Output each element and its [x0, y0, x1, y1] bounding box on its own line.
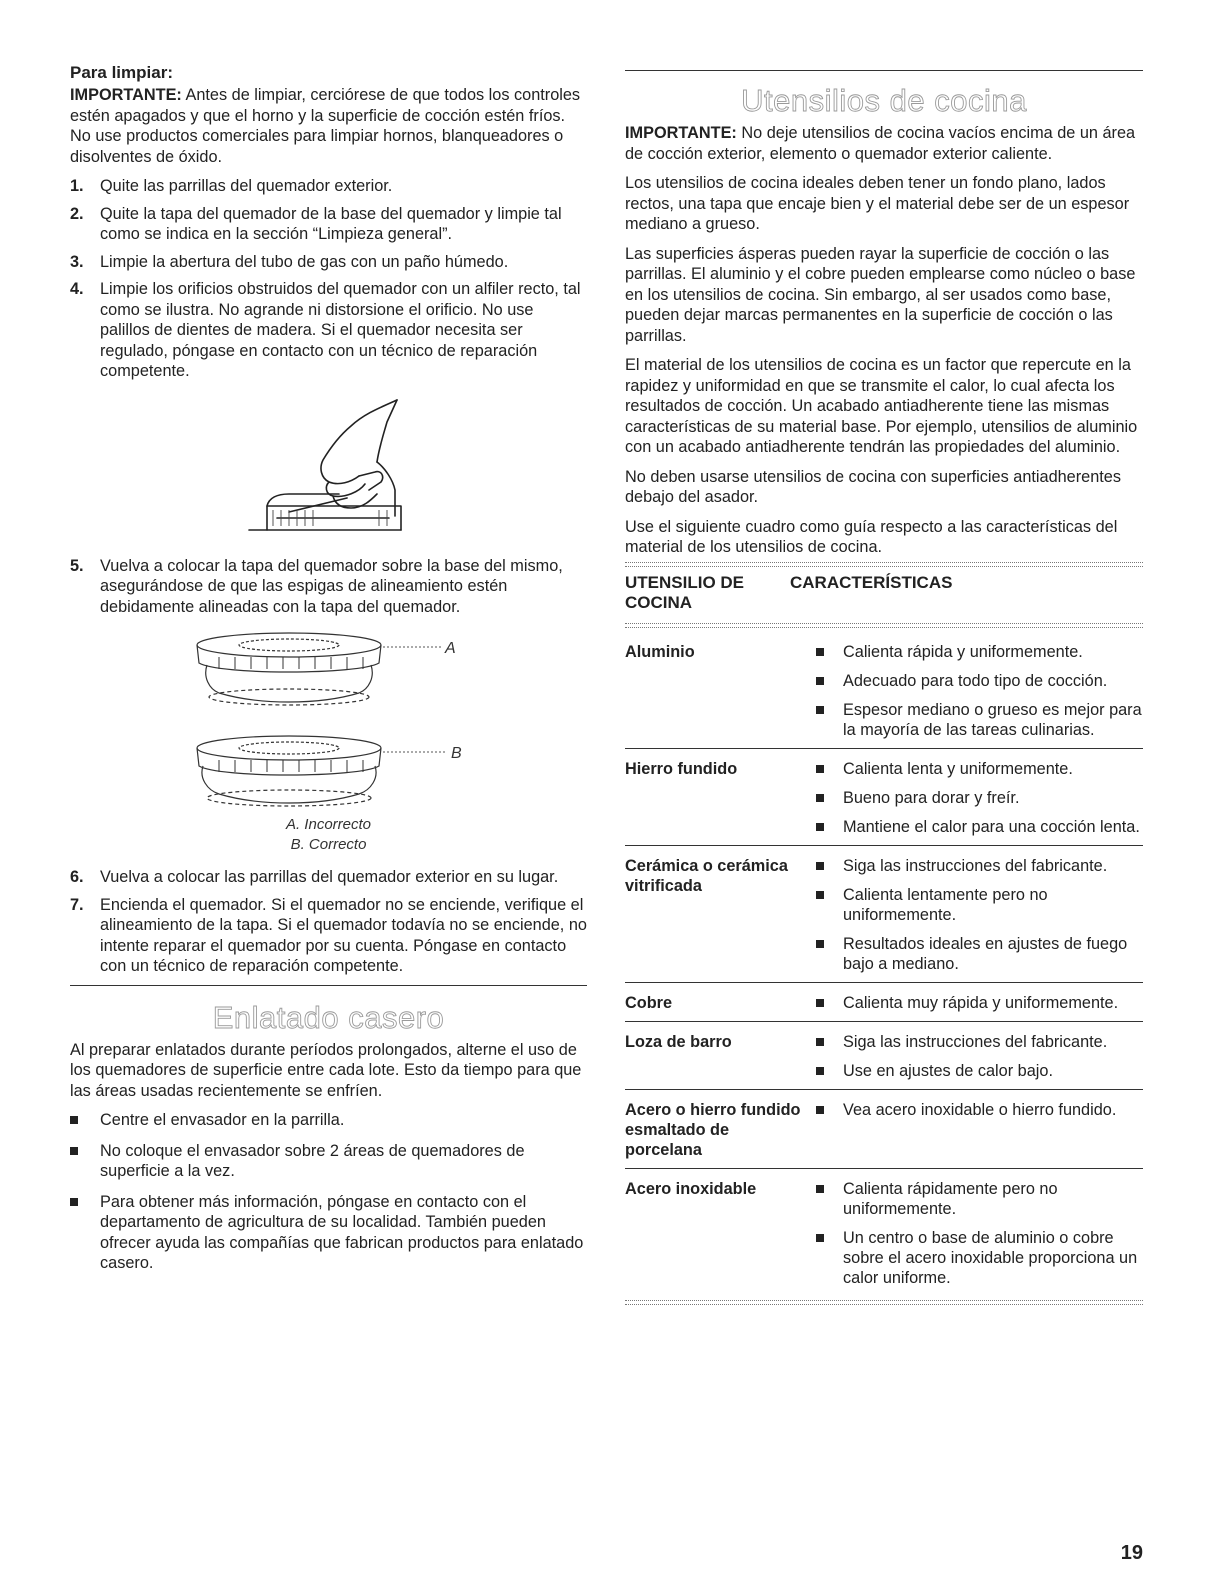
feature-text: Siga las instrucciones del fabricante. — [843, 1032, 1108, 1051]
table-bottom-border — [625, 1300, 1143, 1305]
caption-b: B. Correcto — [290, 836, 367, 853]
cleaning-important — [70, 85, 587, 167]
cookware-paragraph: Use el siguiente cuadro como guía respecto a las características del material de los utensilios de cocina. — [625, 517, 1118, 556]
list-item-text: No coloque el envasador sobre 2 áreas de quemadores de superficie a la vez. — [100, 1141, 525, 1180]
list-item — [70, 1110, 587, 1131]
bullet-icon — [816, 1234, 824, 1242]
canning-section-title: Enlatado casero — [212, 999, 445, 1035]
canning-bullets — [70, 1110, 587, 1274]
feature-item — [811, 1228, 1143, 1288]
step-item — [70, 176, 587, 197]
step-text: Limpie la abertura del tubo de gas con un paño húmedo. — [100, 252, 509, 271]
cleaning-steps-final — [70, 867, 587, 977]
material-name: Cerámica o cerámica vitrificada — [625, 845, 811, 982]
bullet-icon — [816, 1185, 824, 1193]
step-text: Vuelva a colocar las parrillas del quemador exterior en su lugar. — [100, 868, 559, 886]
table-row — [625, 982, 1143, 1021]
important-text: No deje utensilios de cocina vacíos encima de un área de cocción exterior, elemento o quemador exterior caliente. — [625, 124, 1136, 163]
cookware-table — [625, 571, 1143, 619]
feature-text: Un centro o base de aluminio o cobre sobre el acero inoxidable proporciona un calor uniforme. — [843, 1228, 1138, 1287]
step-item — [70, 204, 587, 245]
step-number: 4. — [70, 280, 84, 298]
bullet-icon — [816, 706, 824, 714]
material-name: Acero inoxidable — [625, 1168, 811, 1296]
bullet-icon — [70, 1147, 78, 1155]
feature-item — [811, 856, 1143, 876]
bullet-icon — [70, 1116, 78, 1124]
material-features — [811, 1168, 1143, 1296]
feature-item — [811, 1032, 1143, 1052]
feature-text: Resultados ideales en ajustes de fuego bajo a mediano. — [843, 934, 1128, 973]
feature-text: Vea acero inoxidable o hierro fundido. — [843, 1100, 1117, 1119]
bullet-icon — [816, 794, 824, 802]
cleaning-steps — [70, 176, 587, 382]
cookware-table-body — [625, 632, 1143, 1296]
feature-item — [811, 700, 1143, 740]
feature-text: Espesor mediano o grueso es mejor para la mayoría de las tareas culinarias. — [843, 700, 1142, 739]
material-name: Cobre — [625, 982, 811, 1021]
burner-cleaning-illustration — [229, 390, 429, 540]
feature-item — [811, 1100, 1143, 1120]
cookware-paragraph: Las superficies ásperas pueden rayar la superficie de cocción o las parrillas. El aluminio y el cobre pueden emplearse como núcleo o base en los utensilios de cocina. Sin embargo, al ser usados como base, pueden dejar marcas permanentes en la superficie de cocción o las parrillas. — [625, 244, 1136, 345]
table-row — [625, 845, 1143, 982]
header-characteristics: CARACTERÍSTICAS — [790, 572, 953, 592]
feature-text: Siga las instrucciones del fabricante. — [843, 856, 1108, 875]
important-label: IMPORTANTE: — [70, 86, 182, 104]
list-item — [70, 1192, 587, 1274]
step-text: Encienda el quemador. Si el quemador no se enciende, verifique el alineamiento de la tapa. Si el quemador todavía no se enciende, no intente reparar el quemador por su cuenta. Póngase en contacto con un técnico de reparación competente. — [100, 895, 587, 975]
step-number: 7. — [70, 895, 84, 914]
table-row — [625, 632, 1143, 749]
table-top-border — [625, 562, 1143, 567]
section-divider — [70, 985, 587, 986]
bullet-icon — [70, 1198, 78, 1206]
bullet-icon — [816, 999, 824, 1007]
cookware-section-title: Utensilios de cocina — [741, 83, 1027, 118]
feature-text: Calienta muy rápida y uniformemente. — [843, 993, 1119, 1012]
important-label: IMPORTANTE: — [625, 124, 737, 142]
feature-item — [811, 934, 1143, 974]
material-name: Aluminio — [625, 642, 695, 661]
list-item-text: Para obtener más información, póngase en contacto con el departamento de agricultura de su localidad. También pueden ofrecer ayuda las compañías que fabrican productos para enlatado casero. — [100, 1192, 584, 1272]
important-text: Antes de limpiar, cerciórese de que todos los controles estén apagados y que el horno y la superficie de cocción estén fríos. No use productos comerciales para limpiar hornos, blanqueadores o disolventes de óxido. — [70, 86, 581, 166]
header-utensil: UTENSILIO DE COCINA — [625, 572, 745, 612]
bullet-icon — [816, 940, 824, 948]
bullet-icon — [816, 1038, 824, 1046]
burner-cap-correct-drawing — [179, 730, 479, 815]
feature-item — [811, 993, 1143, 1013]
step-text: Quite las parrillas del quemador exterior. — [100, 177, 393, 195]
cookware-paragraph: No deben usarse utensilios de cocina con superficies antiadherentes debajo del asador. — [625, 467, 1121, 506]
step-text: Limpie los orificios obstruidos del quemador con un alfiler recto, tal como se ilustra. No agrande ni distorsione el orificio. No use palillos de dientes de madera. Si el quemador necesita ser regulado, póngase en contacto con un técnico de reparación competente. — [100, 280, 581, 380]
step-text: Quite la tapa del quemador de la base del quemador y limpie tal como se indica en la sección “Limpieza general”. — [100, 204, 562, 243]
material-features — [811, 1021, 1143, 1089]
feature-item — [811, 642, 1143, 662]
cleaning-steps-continued — [70, 556, 587, 618]
table-row — [625, 1089, 1143, 1168]
feature-text: Use en ajustes de calor bajo. — [843, 1061, 1053, 1080]
material-name: Hierro fundido — [625, 748, 811, 845]
bullet-icon — [816, 862, 824, 870]
table-row — [625, 748, 1143, 845]
cookware-paragraph: El material de los utensilios de cocina es un factor que repercute en la rapidez y uniformidad en que se transmite el calor, lo cual afecta los resultados de cocción. Un acabado antiadherente tiene las mismas características de su material base. Por ejemplo, utensilios de aluminio con un acabado antiadherente tendrán las propiedades del aluminio. — [625, 356, 1138, 456]
figure-caption — [70, 815, 587, 855]
caption-a: A. Incorrecto — [285, 816, 372, 833]
table-row — [625, 1021, 1143, 1089]
material-name: Loza de barro — [625, 1021, 811, 1089]
cleaning-heading: Para limpiar: — [70, 63, 173, 82]
burner-cap-figure-a — [179, 627, 479, 712]
feature-item — [811, 885, 1143, 925]
table-header-row — [625, 571, 1143, 619]
step-item — [70, 556, 587, 618]
page-number: 19 — [1120, 1542, 1143, 1564]
step-number: 2. — [70, 204, 84, 223]
step-number: 6. — [70, 868, 84, 886]
burner-cap-incorrect-drawing — [179, 627, 479, 712]
cookware-important — [625, 123, 1143, 164]
table-row — [625, 1168, 1143, 1296]
feature-text: Calienta rápida y uniformemente. — [843, 642, 1083, 661]
canning-intro: Al preparar enlatados durante períodos prolongados, alterne el uso de los quemadores de superficie entre cada lote. Esto da tiempo para que las áreas usadas recientemente se enfríen. — [70, 1040, 582, 1100]
feature-text: Bueno para dorar y freír. — [843, 788, 1020, 807]
feature-item — [811, 759, 1143, 779]
material-features — [811, 845, 1143, 982]
step-item — [70, 867, 587, 888]
section-divider — [625, 70, 1143, 71]
material-features — [811, 1089, 1143, 1168]
bullet-icon — [816, 1067, 824, 1075]
figure-label-a: A — [444, 640, 456, 657]
step-number: 1. — [70, 177, 84, 195]
material-features — [811, 632, 1143, 749]
material-features — [811, 982, 1143, 1021]
material-name: Acero o hierro fundido esmaltado de porcelana — [625, 1089, 811, 1168]
bullet-icon — [816, 891, 824, 899]
step-item — [70, 895, 587, 977]
feature-item — [811, 788, 1143, 808]
step-number: 3. — [70, 252, 84, 271]
bullet-icon — [816, 677, 824, 685]
cookware-paragraph: Los utensilios de cocina ideales deben tener un fondo plano, lados rectos, una tapa que encaje bien y el material debe ser de un espesor mediano a grueso. — [625, 174, 1130, 233]
feature-item — [811, 1179, 1143, 1219]
step-item — [70, 279, 587, 382]
material-features — [811, 748, 1143, 845]
figure-label-b: B — [450, 745, 462, 762]
feature-text: Calienta rápidamente pero no uniformemente. — [843, 1179, 1058, 1218]
bullet-icon — [816, 823, 824, 831]
bullet-icon — [816, 1106, 824, 1114]
step-text: Vuelva a colocar la tapa del quemador sobre la base del mismo, asegurándose de que las espigas de alineamiento estén debidamente alineadas con la tapa del quemador. — [100, 556, 563, 616]
list-item-text: Centre el envasador en la parrilla. — [100, 1111, 345, 1129]
feature-item — [811, 817, 1143, 837]
feature-text: Calienta lentamente pero no uniformemente. — [843, 885, 1048, 924]
list-item — [70, 1141, 587, 1182]
bullet-icon — [816, 648, 824, 656]
feature-text: Adecuado para todo tipo de cocción. — [843, 671, 1108, 690]
feature-text: Calienta lenta y uniformemente. — [843, 759, 1073, 778]
feature-text: Mantiene el calor para una cocción lenta. — [843, 817, 1140, 836]
hand-pin-drawing — [229, 390, 429, 540]
burner-cap-figure-b — [179, 730, 479, 815]
feature-item — [811, 671, 1143, 691]
bullet-icon — [816, 765, 824, 773]
step-number: 5. — [70, 556, 84, 575]
feature-item — [811, 1061, 1143, 1081]
table-header-border — [625, 623, 1143, 628]
step-item — [70, 252, 587, 273]
left-column — [70, 62, 587, 1284]
right-column — [625, 70, 1143, 1309]
